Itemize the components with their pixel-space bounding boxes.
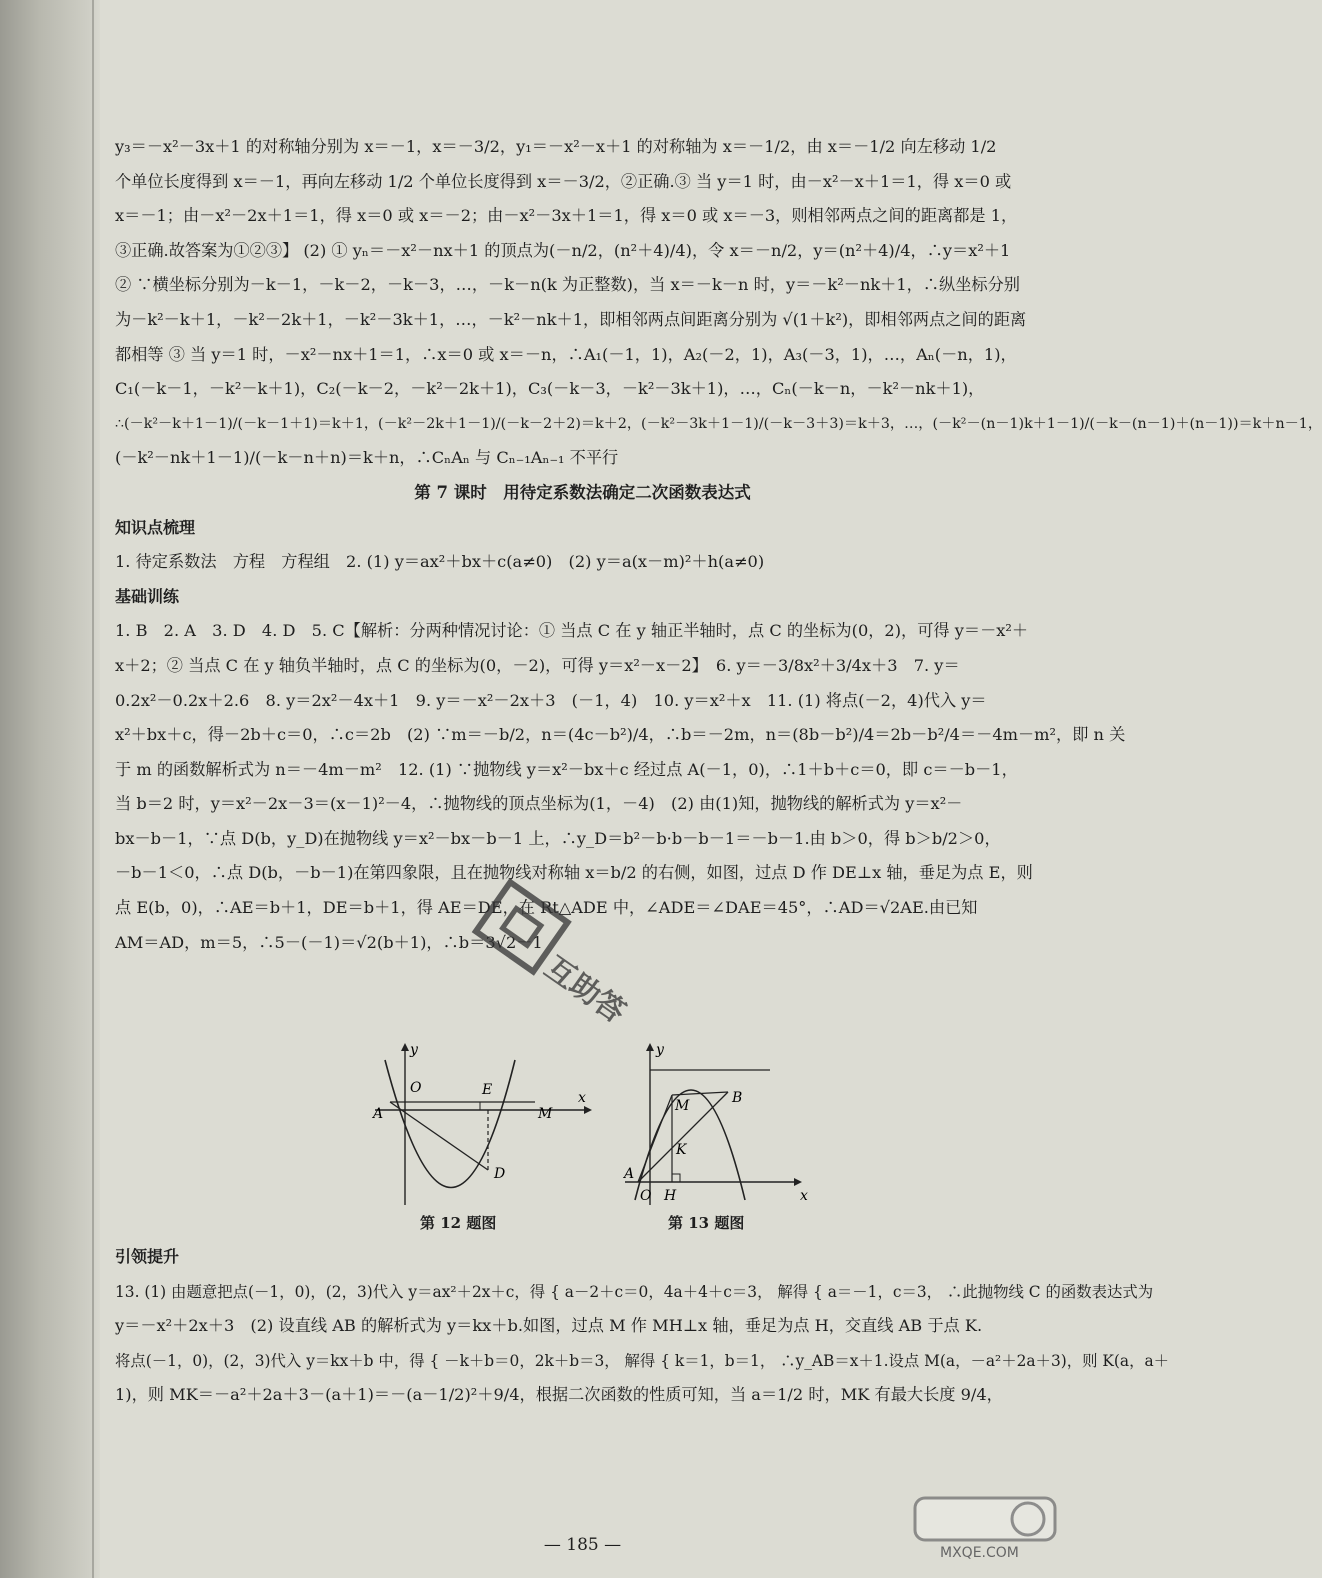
fig12-label-a: A — [373, 1106, 384, 1122]
figure-12-caption: 第 12 题图 — [420, 1214, 497, 1232]
fig13-label-b: B — [732, 1090, 743, 1106]
text-block-bottom — [115, 1240, 1170, 1413]
text-line: y₃＝－x²－3x＋1 的对称轴分别为 x＝－1，x＝－3/2，y₁＝－x²－x＋1 的对称轴为 x＝－1/2，由 x＝－1/2 向左移动 1/2 — [115, 137, 997, 156]
fig12-label-m: M — [538, 1106, 553, 1122]
section-heading-advance: 引领提升 — [115, 1247, 180, 1266]
stamp-logo — [440, 880, 660, 1050]
binding-gutter — [0, 0, 100, 1578]
section-heading-knowledge: 知识点梳理 — [115, 517, 196, 537]
text-line: x²＋bx＋c，得－2b＋c＝0，∴c＝2b (2) ∵m＝－b/2，n＝(4c－b²)/4，∴b＝－2m，n＝(8b－b²)/4＝2b－b²/4＝－4m－m²，即 n 关 — [115, 725, 1126, 745]
fig12-label-y: y — [410, 1042, 418, 1058]
text-line: 于 m 的函数解析式为 n＝－4m－m² 12. (1) ∵抛物线 y＝x²－bx＋c 经过点 A(－1，0)，∴1＋b＋c＝0，即 c＝－b－1， — [115, 759, 1018, 779]
lesson-title: 第 7 课时 用待定系数法确定二次函数表达式 — [414, 482, 751, 502]
fig13-label-h: H — [664, 1188, 677, 1204]
fig13-label-k: K — [676, 1142, 687, 1158]
text-line: 点 E(b，0)，∴AE＝b＋1，DE＝b＋1，得 AE＝DE，在 Rt△ADE 中，∠ADE＝∠DAE＝45°，∴AD＝√2AE.由已知 — [115, 898, 978, 918]
binding-line — [92, 0, 94, 1578]
text-line: 将点(－1，0)，(2，3)代入 y＝kx＋b 中，得 { －k＋b＝0，2k＋b＝3， 解得 { k＝1，b＝1， ∴y_AB＝x＋1.设点 M(a，－a²＋2a＋3)，则 K(a，a＋ — [115, 1351, 1170, 1370]
figure-12-diagram — [370, 1040, 600, 1210]
figure-12 — [370, 1040, 600, 1232]
watermark-text: MXQE.COM — [940, 1545, 1019, 1561]
fig12-label-x: x — [578, 1090, 586, 1106]
text-line: y＝－x²＋2x＋3 (2) 设直线 AB 的解析式为 y＝kx＋b.如图，过点 M 作 MH⊥x 轴，垂足为点 H，交直线 AB 于点 K. — [115, 1316, 983, 1336]
text-line: AM＝AD，m＝5，∴5－(－1)＝√2(b＋1)，∴b＝3√2－1 — [115, 932, 543, 952]
figure-13-caption: 第 13 题图 — [668, 1214, 745, 1232]
figure-13-diagram — [620, 1040, 820, 1210]
figure-13 — [620, 1040, 820, 1232]
text-line: ∴(－k²－k＋1－1)/(－k－1＋1)＝k＋1，(－k²－2k＋1－1)/(－k－2＋2)＝k＋2，(－k²－3k＋1－1)/(－k－3＋3)＝k＋3，…，(－k²－(n－1)k＋1－1)/(－k－(n－1)＋(n－1))＝k＋n－1， — [115, 415, 1322, 432]
fig13-label-a: A — [624, 1166, 635, 1182]
fig13-label-o: O — [640, 1188, 652, 1204]
text-line: 1. 待定系数法 方程 方程组 2. (1) y＝ax²＋bx＋c(a≠0) (2) y＝a(x－m)²＋h(a≠0) — [115, 552, 765, 572]
text-line: (－k²－nk＋1－1)/(－k－n＋n)＝k＋n，∴CₙAₙ 与 Cₙ₋₁Aₙ₋₁ 不平行 — [115, 448, 619, 468]
fig12-label-e: E — [482, 1082, 493, 1098]
text-line: bx－b－1，∵点 D(b，y_D)在抛物线 y＝x²－bx－b－1 上，∴y_D＝b²－b·b－b－1＝－b－1.由 b＞0，得 b＞b/2＞0， — [115, 828, 1001, 848]
watermark-graphic — [910, 1493, 1060, 1563]
text-line: ② ∵横坐标分别为－k－1，－k－2，－k－3，…，－k－n(k 为正整数)，当 x＝－k－n 时，y＝－k²－nk＋1，∴纵坐标分别 — [115, 275, 1020, 295]
section-heading-basic: 基础训练 — [115, 586, 180, 606]
text-line: x＋2；② 当点 C 在 y 轴负半轴时，点 C 的坐标为(0，－2)，可得 y＝x²－x－2】 6. y＝－3/8x²＋3/4x＋3 7. y＝ — [115, 655, 960, 675]
stamp-text: 互助答 — [538, 949, 632, 1031]
text-line: x＝－1；由－x²－2x＋1＝1，得 x＝0 或 x＝－2；由－x²－3x＋1＝1，得 x＝0 或 x＝－3，则相邻两点之间的距离都是 1， — [115, 206, 1018, 226]
text-line: 13. (1) 由题意把点(－1，0)，(2，3)代入 y＝ax²＋2x＋c，得 { a－2＋c＝0，4a＋4＋c＝3， 解得 { a＝－1，c＝3， ∴此抛物线 C 的函数表达式为 — [115, 1282, 1154, 1301]
fig13-label-m: M — [675, 1098, 690, 1114]
text-line: 个单位长度得到 x＝－1，再向左移动 1/2 个单位长度得到 x＝－3/2，②正确.③ 当 y＝1 时，由－x²－x＋1＝1，得 x＝0 或 — [115, 171, 1012, 191]
text-line: －b－1＜0，∴点 D(b，－b－1)在第四象限，且在抛物线对称轴 x＝b/2 的右侧，如图，过点 D 作 DE⊥x 轴，垂足为点 E，则 — [115, 863, 1033, 883]
text-line: 当 b＝2 时，y＝x²－2x－3＝(x－1)²－4，∴抛物线的顶点坐标为(1，－4) (2) 由(1)知，抛物线的解析式为 y＝x²－ — [115, 794, 963, 814]
text-line: 1)，则 MK＝－a²＋2a＋3－(a＋1)＝－(a－1/2)²＋9/4，根据二次函数的性质可知，当 a＝1/2 时，MK 有最大长度 9/4， — [115, 1385, 1003, 1405]
fig12-label-d: D — [494, 1166, 506, 1182]
fig13-label-y: y — [656, 1042, 664, 1058]
text-block-top — [115, 130, 1322, 960]
answer-page — [115, 0, 1322, 1578]
text-line: C₁(－k－1，－k²－k＋1)，C₂(－k－2，－k²－2k＋1)，C₃(－k－3，－k²－3k＋1)，…，Cₙ(－k－n，－k²－nk＋1)， — [115, 379, 985, 399]
page-number: — 185 — — [543, 1535, 622, 1555]
text-line: 为－k²－k＋1，－k²－2k＋1，－k²－3k＋1，…，－k²－nk＋1，即相邻两点间距离分别为 √(1＋k²)，即相邻两点之间的距离 — [115, 309, 1027, 329]
text-line: ③正确.故答案为①②③】 (2) ① yₙ＝－x²－nx＋1 的顶点为(－n/2，(n²＋4)/4)，令 x＝－n/2，y＝(n²＋4)/4，∴y＝x²＋1 — [115, 240, 1011, 260]
watermark-logo — [910, 1493, 1060, 1563]
fig13-label-x: x — [800, 1188, 808, 1204]
text-line: 0.2x²－0.2x＋2.6 8. y＝2x²－4x＋1 9. y＝－x²－2x＋3 (－1，4) 10. y＝x²＋x 11. (1) 将点(－2，4)代入 y＝ — [115, 690, 987, 710]
fig12-label-o: O — [410, 1080, 422, 1096]
text-line: 都相等 ③ 当 y＝1 时，－x²－nx＋1＝1，∴x＝0 或 x＝－n，∴A₁(－1，1)，A₂(－2，1)，A₃(－3，1)，…，Aₙ(－n，1)， — [115, 344, 1017, 364]
text-line: 1. B 2. A 3. D 4. D 5. C【解析：分两种情况讨论：① 当点 C 在 y 轴正半轴时，点 C 的坐标为(0，2)，可得 y＝－x²＋ — [115, 621, 1029, 641]
